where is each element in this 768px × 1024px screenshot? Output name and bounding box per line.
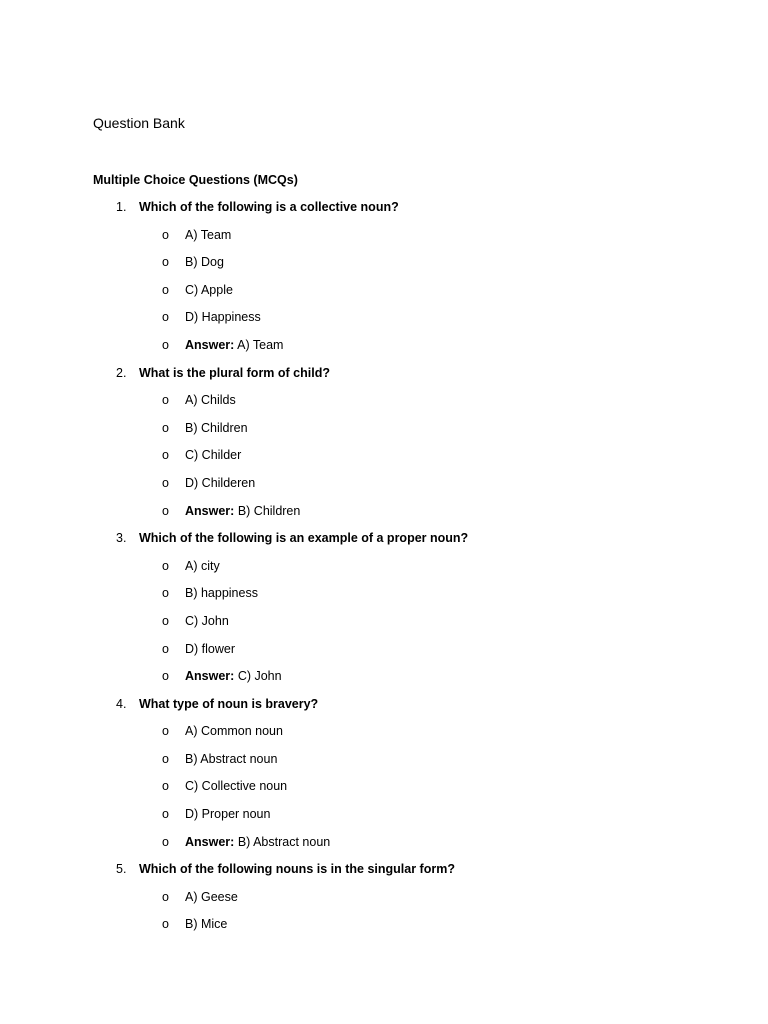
option-item [0,419,768,447]
option-item [0,253,768,281]
bullet-icon: o [162,889,169,904]
question-item [0,695,768,723]
answer-value: C) John [237,669,282,684]
question-item [0,529,768,557]
bullet-icon: o [162,475,169,490]
option-item [0,281,768,309]
option-item [0,474,768,502]
option-text: C) Collective noun [185,779,288,794]
option-item [0,750,768,778]
option-item [0,226,768,254]
question-number: 2. [116,365,127,380]
answer-line [185,667,282,685]
option-item [0,391,768,419]
option-text: A) Geese [185,889,238,904]
option-text: B) Dog [185,255,224,270]
bullet-icon: o [162,310,169,325]
option-item [0,557,768,585]
answer-value: B) Abstract noun [237,834,331,849]
bullet-icon: o [162,641,169,656]
answer-item [0,336,768,364]
option-text: D) flower [185,641,236,656]
question-item [0,198,768,226]
option-item [0,777,768,805]
option-item [0,722,768,750]
bullet-icon: o [162,669,169,684]
option-text: B) happiness [185,586,258,601]
bullet-icon: o [162,282,169,297]
option-item [0,805,768,833]
option-item [0,584,768,612]
option-text: C) Childer [185,448,242,463]
page-title: Question Bank [93,115,185,131]
bullet-icon: o [162,724,169,739]
answer-item [0,833,768,861]
option-text: D) Happiness [185,310,261,325]
bullet-icon: o [162,227,169,242]
option-item [0,446,768,474]
question-number: 4. [116,696,127,711]
answer-label: Answer: [185,834,235,849]
answer-item [0,667,768,695]
question-number: 1. [116,200,127,214]
answer-label: Answer: [185,669,235,684]
question-number: 3. [116,531,127,546]
option-item [0,915,768,943]
question-text: What is the plural form of child? [139,365,330,380]
answer-line [185,502,300,520]
bullet-icon: o [162,586,169,601]
option-text: D) Childeren [185,475,256,490]
question-number: 5. [116,862,127,877]
answer-value: A) Team [237,337,284,352]
question-item [0,364,768,392]
question-text: Which of the following nouns is in the singular form? [139,862,455,877]
bullet-icon: o [162,255,169,270]
question-text: What type of noun is bravery? [139,696,319,711]
answer-line [185,833,330,851]
option-text: A) Team [185,227,232,242]
option-text: C) John [185,613,229,628]
bullet-icon: o [162,613,169,628]
section-heading: Multiple Choice Questions (MCQs) [93,173,298,187]
option-text: B) Mice [185,917,228,932]
bullet-icon: o [162,558,169,573]
bullet-icon: o [162,337,169,352]
question-text: Which of the following is a collective noun? [139,200,399,214]
option-item [0,640,768,668]
bullet-icon: o [162,503,169,518]
question-text: Which of the following is an example of a proper noun? [139,531,469,546]
bullet-icon: o [162,779,169,794]
option-text: D) Proper noun [185,807,271,822]
option-text: A) Common noun [185,724,283,739]
answer-label: Answer: [185,337,235,352]
bullet-icon: o [162,448,169,463]
bullet-icon: o [162,751,169,766]
answer-label: Answer: [185,503,235,518]
option-text: B) Children [185,420,248,435]
answer-line [185,336,283,354]
answer-item [0,502,768,530]
option-item [0,308,768,336]
bullet-icon: o [162,807,169,822]
question-item [0,860,768,888]
option-item [0,888,768,916]
bullet-icon: o [162,917,169,932]
bullet-icon: o [162,420,169,435]
option-text: B) Abstract noun [185,751,278,766]
option-item [0,612,768,640]
question-list [0,198,768,943]
option-text: A) city [185,558,220,573]
answer-value: B) Children [237,503,301,518]
option-text: C) Apple [185,282,233,297]
bullet-icon: o [162,834,169,849]
bullet-icon: o [162,393,169,408]
option-text: A) Childs [185,393,236,408]
